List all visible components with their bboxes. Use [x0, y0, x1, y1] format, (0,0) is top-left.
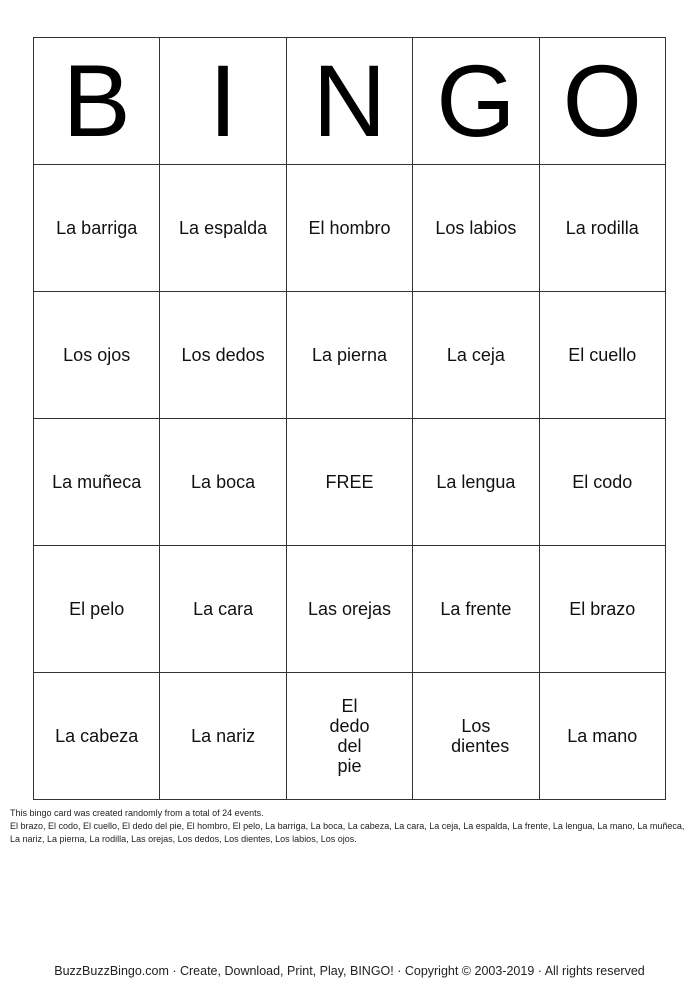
free-space-cell: FREE	[286, 419, 412, 546]
header-letter-o: O	[539, 38, 665, 165]
bingo-cell: El brazo	[539, 546, 665, 673]
bingo-row	[34, 292, 666, 419]
bingo-cell: El hombro	[286, 165, 412, 292]
bingo-header-row	[34, 38, 666, 165]
bingo-cell: La lengua	[413, 419, 539, 546]
bingo-row	[34, 673, 666, 800]
bingo-cell: La frente	[413, 546, 539, 673]
bingo-cell: La cara	[160, 546, 286, 673]
card-info-note	[10, 807, 692, 846]
bingo-cell: La espalda	[160, 165, 286, 292]
bingo-cell: Las orejas	[286, 546, 412, 673]
bingo-cell: Los dedos	[160, 292, 286, 419]
bingo-cell: La barriga	[34, 165, 160, 292]
card-info-intro: This bingo card was created randomly from a total of 24 events.	[10, 808, 264, 818]
bingo-cell: La muñeca	[34, 419, 160, 546]
bingo-cell: El pelo	[34, 546, 160, 673]
bingo-cell: La rodilla	[539, 165, 665, 292]
bingo-row	[34, 546, 666, 673]
bingo-cell: La boca	[160, 419, 286, 546]
bingo-cell: El dedo del pie	[286, 673, 412, 800]
bingo-cell: La ceja	[413, 292, 539, 419]
bingo-cell: La mano	[539, 673, 665, 800]
header-letter-i: I	[160, 38, 286, 165]
header-letter-b: B	[34, 38, 160, 165]
bingo-cell: El codo	[539, 419, 665, 546]
bingo-row	[34, 165, 666, 292]
page-footer: BuzzBuzzBingo.com · Create, Download, Print, Play, BINGO! · Copyright © 2003-2019 · All rights reserved	[54, 964, 645, 978]
bingo-cell: La pierna	[286, 292, 412, 419]
bingo-cell: La nariz	[160, 673, 286, 800]
bingo-cell: El cuello	[539, 292, 665, 419]
bingo-row	[34, 419, 666, 546]
bingo-cell: Los ojos	[34, 292, 160, 419]
bingo-cell: La cabeza	[34, 673, 160, 800]
bingo-card	[33, 37, 666, 800]
card-info-event-list: El brazo, El codo, El cuello, El dedo del pie, El hombro, El pelo, La barriga, La boca, La cabeza, La cara, La ceja, La espalda, La frente, La lengua, La mano, La muñeca, La nariz, La pierna, La rodilla, Las orejas, Los dedos, Los dientes, Los labios, Los ojos.	[10, 821, 685, 844]
bingo-cell: Los dientes	[413, 673, 539, 800]
bingo-cell: Los labios	[413, 165, 539, 292]
header-letter-g: G	[413, 38, 539, 165]
header-letter-n: N	[286, 38, 412, 165]
